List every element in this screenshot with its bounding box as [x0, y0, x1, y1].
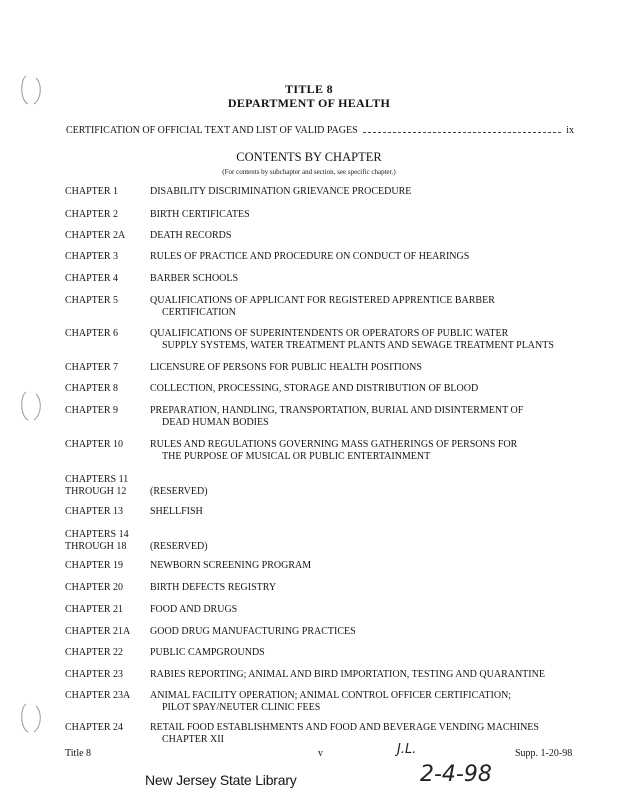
- chapter-label: CHAPTER 10: [65, 439, 124, 450]
- chapter-label: CHAPTER 6: [65, 328, 119, 339]
- chapter-title-continued: CHAPTER XII: [162, 734, 224, 745]
- chapter-title: GOOD DRUG MANUFACTURING PRACTICES: [150, 626, 356, 637]
- contents-note: (For contents by subchapter and section, see specific chapter.): [222, 168, 396, 176]
- chapter-title: BARBER SCHOOLS: [150, 273, 239, 284]
- chapter-range-end: THROUGH 12: [65, 486, 127, 497]
- chapter-label: CHAPTER 20: [65, 582, 124, 593]
- leader-dots: [363, 132, 562, 133]
- chapter-title: RULES AND REGULATIONS GOVERNING MASS GATHERINGS OF PERSONS FOR: [150, 439, 518, 450]
- handwritten-initials: J.L.: [397, 742, 417, 757]
- chapter-label: CHAPTER 2: [65, 209, 119, 220]
- chapter-title-continued: DEAD HUMAN BODIES: [162, 417, 269, 428]
- binder-hole-bottom: [18, 700, 44, 736]
- chapter-title: DEATH RECORDS: [150, 230, 232, 241]
- chapter-title: PUBLIC CAMPGROUNDS: [150, 647, 265, 658]
- chapter-label: CHAPTER 3: [65, 251, 119, 262]
- chapter-title: PREPARATION, HANDLING, TRANSPORTATION, BURIAL AND DISINTERMENT OF: [150, 405, 524, 416]
- chapter-title: BIRTH DEFECTS REGISTRY: [150, 582, 277, 593]
- chapter-title-continued: PILOT SPAY/NEUTER CLINIC FEES: [162, 702, 321, 713]
- chapter-range-start: CHAPTERS 14: [65, 529, 129, 540]
- chapter-range-start: CHAPTERS 11: [65, 474, 129, 485]
- chapter-label: CHAPTER 21A: [65, 626, 131, 637]
- chapter-label: CHAPTER 19: [65, 560, 124, 571]
- chapter-label: CHAPTER 5: [65, 295, 119, 306]
- chapter-label: CHAPTER 4: [65, 273, 119, 284]
- chapter-title: NEWBORN SCREENING PROGRAM: [150, 560, 312, 571]
- certification-text: CERTIFICATION OF OFFICIAL TEXT AND LIST OF VALID PAGES: [66, 125, 358, 136]
- title-number: TITLE 8: [285, 82, 333, 96]
- chapter-title: RULES OF PRACTICE AND PROCEDURE ON CONDUCT OF HEARINGS: [150, 251, 470, 262]
- certification-entry[interactable]: [66, 125, 574, 136]
- chapter-title-continued: CERTIFICATION: [162, 307, 236, 318]
- contents-heading: CONTENTS BY CHAPTER: [236, 150, 382, 164]
- chapter-title: BIRTH CERTIFICATES: [150, 209, 250, 220]
- chapter-label: CHAPTER 2A: [65, 230, 126, 241]
- chapter-label: CHAPTER 8: [65, 383, 119, 394]
- chapter-title: COLLECTION, PROCESSING, STORAGE AND DISTRIBUTION OF BLOOD: [150, 383, 479, 394]
- chapter-title: DISABILITY DISCRIMINATION GRIEVANCE PROCEDURE: [150, 186, 412, 197]
- chapter-label: CHAPTER 23A: [65, 690, 131, 701]
- chapter-label: CHAPTER 1: [65, 186, 119, 197]
- chapter-title: ANIMAL FACILITY OPERATION; ANIMAL CONTROL OFFICER CERTIFICATION;: [150, 690, 512, 701]
- chapter-label: CHAPTER 22: [65, 647, 124, 658]
- chapter-title-continued: SUPPLY SYSTEMS, WATER TREATMENT PLANTS AND SEWAGE TREATMENT PLANTS: [162, 340, 554, 351]
- supplement-date: Supp. 1-20-98: [515, 748, 573, 759]
- chapter-title: QUALIFICATIONS OF SUPERINTENDENTS OR OPERATORS OF PUBLIC WATER: [150, 328, 509, 339]
- chapter-title: LICENSURE OF PERSONS FOR PUBLIC HEALTH POSITIONS: [150, 362, 422, 373]
- chapter-title: RABIES REPORTING; ANIMAL AND BIRD IMPORTATION, TESTING AND QUARANTINE: [150, 669, 545, 680]
- chapter-title-reserved: (RESERVED): [150, 486, 208, 497]
- chapter-title-reserved: (RESERVED): [150, 541, 208, 552]
- department-name: DEPARTMENT OF HEALTH: [227, 96, 391, 110]
- library-stamp: New Jersey State Library: [145, 772, 297, 788]
- chapter-range-end: THROUGH 18: [65, 541, 127, 552]
- chapter-label: [65, 474, 150, 498]
- chapter-label: CHAPTER 21: [65, 604, 124, 615]
- chapter-title: SHELLFISH: [150, 506, 203, 517]
- certification-page: ix: [566, 125, 574, 136]
- chapter-label: CHAPTER 9: [65, 405, 119, 416]
- chapter-title: RETAIL FOOD ESTABLISHMENTS AND FOOD AND BEVERAGE VENDING MACHINES: [150, 722, 539, 733]
- chapter-label: CHAPTER 7: [65, 362, 119, 373]
- chapter-label: CHAPTER 13: [65, 506, 124, 517]
- chapter-title: [150, 529, 580, 541]
- page-number: v: [318, 748, 323, 759]
- chapter-title: FOOD AND DRUGS: [150, 604, 238, 615]
- chapter-label: CHAPTER 23: [65, 669, 124, 680]
- chapter-label: CHAPTER 24: [65, 722, 124, 733]
- handwritten-date: 2-4-98: [420, 762, 492, 787]
- footer-title: Title 8: [65, 748, 92, 759]
- binder-hole-middle: [18, 388, 44, 424]
- chapter-title: QUALIFICATIONS OF APPLICANT FOR REGISTERED APPRENTICE BARBER: [150, 295, 495, 306]
- chapter-label: [65, 529, 150, 553]
- chapter-title-continued: THE PURPOSE OF MUSICAL OR PUBLIC ENTERTAINMENT: [162, 451, 431, 462]
- chapter-title: [150, 474, 580, 486]
